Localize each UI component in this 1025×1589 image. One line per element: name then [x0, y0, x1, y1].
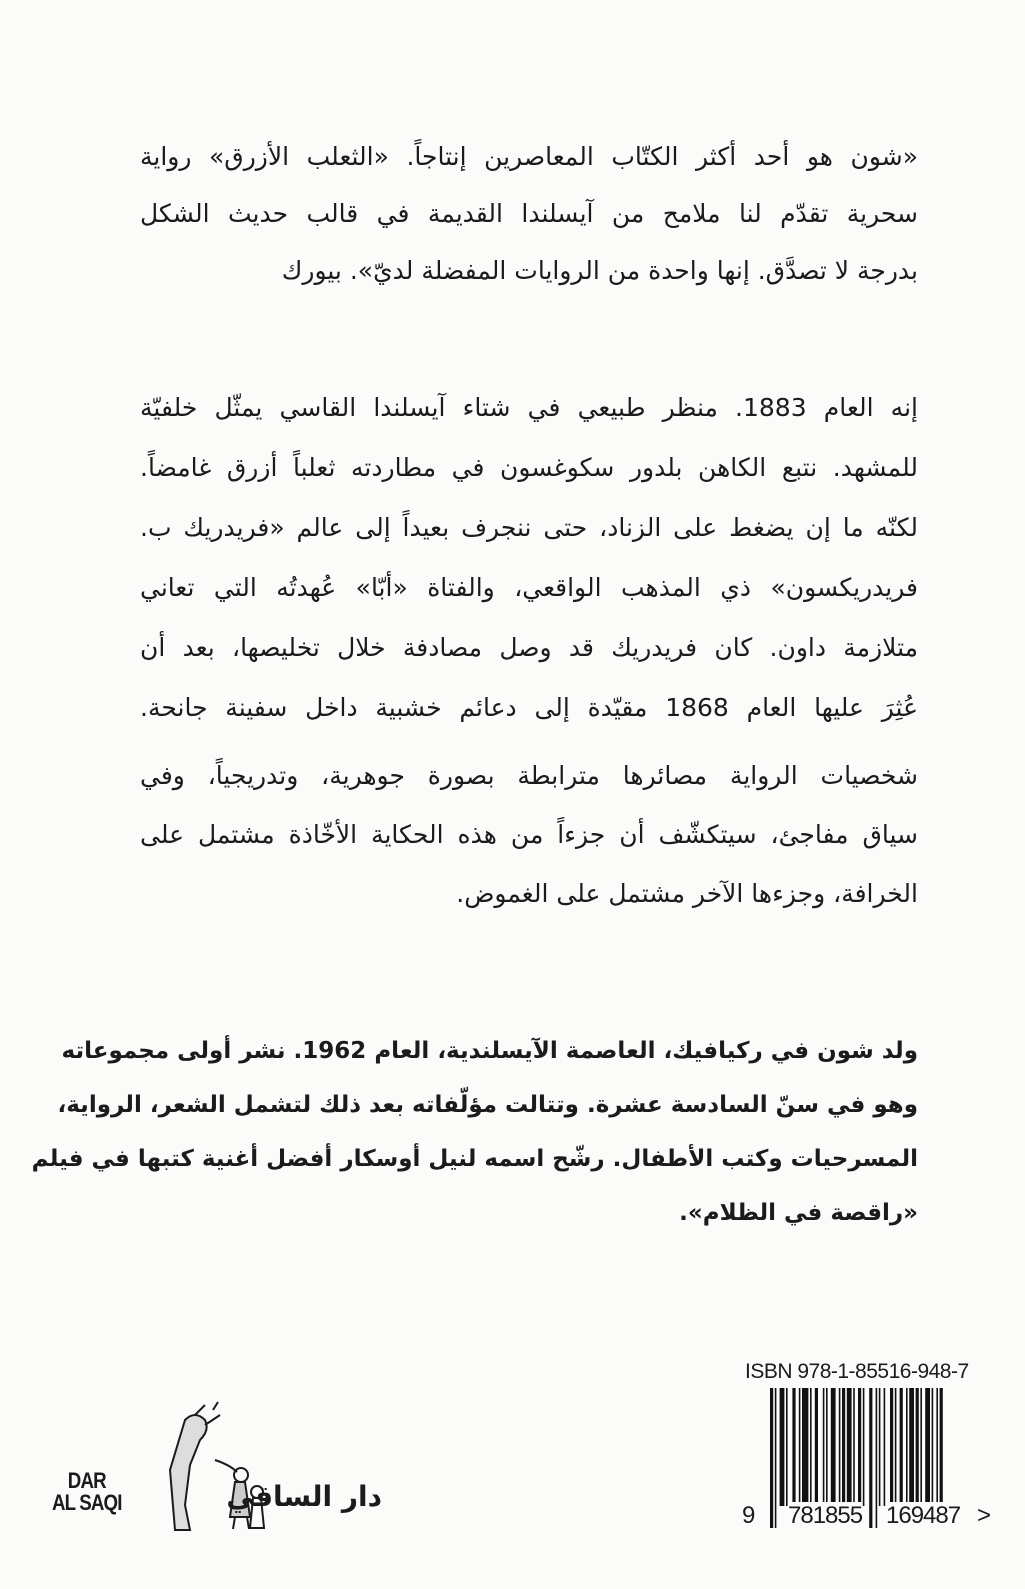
barcode-bar [853, 1388, 855, 1506]
barcode-first-digit: 9 [742, 1502, 756, 1529]
quote-line: «شون هو أحد أكثر الكتّاب المعاصرين إنتاجاً. «الثعلب الأزرق» رواية [140, 142, 918, 171]
publisher-name-ar: دار الساقي [226, 1480, 382, 1513]
synopsis-line: الخرافة، وجزءها الآخر مشتمل على الغموض. [456, 879, 918, 908]
barcode-right-digits: 169487 [886, 1502, 961, 1529]
barcode-bar [932, 1388, 934, 1506]
publisher-name-line: AL SAQI [52, 1490, 122, 1515]
synopsis-line: إنه العام 1883. منظر طبيعي في شتاء آيسلندا القاسي يمثّل خلفيّة [140, 393, 918, 422]
barcode-bar [799, 1388, 801, 1506]
barcode-bar [879, 1388, 881, 1506]
bio-line: ولد شون في ركيافيك، العاصمة الآيسلندية، العام 1962. نشر أولى مجموعاته [61, 1038, 918, 1064]
barcode-bar [920, 1388, 922, 1506]
barcode-bar [786, 1388, 788, 1506]
barcode-bar [839, 1388, 841, 1506]
barcode-bar [815, 1388, 818, 1506]
barcode-bar [775, 1388, 777, 1528]
barcode-bar [792, 1388, 795, 1506]
barcode-bar [890, 1388, 893, 1506]
barcode-bar [780, 1388, 785, 1506]
author-bio [31, 1024, 918, 1240]
synopsis-line: عُثِرَ عليها العام 1868 مقيّدة إلى دعائم خشبية داخل سفينة جانحة. [140, 693, 918, 722]
bio-line: المسرحيات وكتب الأطفال. رشّح اسمه لنيل أوسكار أفضل أغنية كتبها في فيلم [31, 1146, 918, 1172]
bio-line: «راقصة في الظلام». [679, 1200, 918, 1226]
barcode-bar [842, 1388, 845, 1506]
barcode-arrow: > [977, 1502, 992, 1529]
barcode-bar [916, 1388, 919, 1506]
synopsis-line: للمشهد. نتبع الكاهن بلدور سكوغسون في مطاردته ثعلباً أزرق غامضاً. [140, 453, 918, 482]
barcode-bar [831, 1388, 836, 1506]
publisher-name-line: DAR [67, 1468, 106, 1493]
barcode-bar [925, 1388, 930, 1506]
synopsis-line: شخصيات الرواية مصائرها مترابطة بصورة جوهرية، وتدريجياً، وفي [140, 761, 918, 790]
barcode-bar [858, 1388, 861, 1506]
barcode-left-digits: 781855 [788, 1502, 863, 1529]
barcode-bar [810, 1388, 812, 1506]
barcode-bar [940, 1388, 943, 1506]
barcode-bar [847, 1388, 852, 1506]
quote-line: سحرية تقدّم لنا ملامح من آيسلندا القديمة في قالب حديث الشكل [140, 199, 918, 228]
barcode-bar [869, 1388, 872, 1528]
synopsis-line: متلازمة داون. كان فريدريك قد وصل مصادفة خلال تخليصها، بعد أن [140, 633, 918, 662]
synopsis-line: سياق مفاجئ، سيتكشّف أن جزءاً من هذه الحكاية الأخّاذة مشتمل على [140, 820, 918, 849]
barcode-bar [895, 1388, 897, 1506]
barcode-bar [876, 1388, 878, 1528]
synopsis-continued [140, 746, 918, 923]
barcode-bar [936, 1388, 938, 1506]
barcode-bar [863, 1388, 865, 1506]
barcode-bar [909, 1388, 914, 1506]
barcode-bar [906, 1388, 908, 1506]
barcode-bar [823, 1388, 825, 1506]
barcode-bar [900, 1388, 903, 1506]
endorsement-quote [140, 128, 918, 299]
synopsis-line: فريدريكسون» ذي المذهب الواقعي، والفتاة «أبّا» عُهدتُه التي تعاني [140, 573, 918, 602]
synopsis-line: لكنّه ما إن يضغط على الزناد، حتى ننجرف بعيداً إلى عالم «فريدريك ب. [140, 513, 918, 542]
quote-line: بدرجة لا تصدَّق. إنها واحدة من الروايات المفضلة لديّ». بيورك [281, 256, 918, 285]
barcode-bar [802, 1388, 808, 1506]
isbn-label: ISBN 978-1-85516-948-7 [745, 1360, 969, 1383]
barcode-bar [826, 1388, 828, 1506]
bio-line: وهو في سنّ السادسة عشرة. وتتالت مؤلّفاته بعد ذلك لتشمل الشعر، الرواية، [57, 1092, 918, 1118]
synopsis [140, 378, 918, 738]
barcode-bar [884, 1388, 886, 1506]
barcode-bar [770, 1388, 773, 1528]
